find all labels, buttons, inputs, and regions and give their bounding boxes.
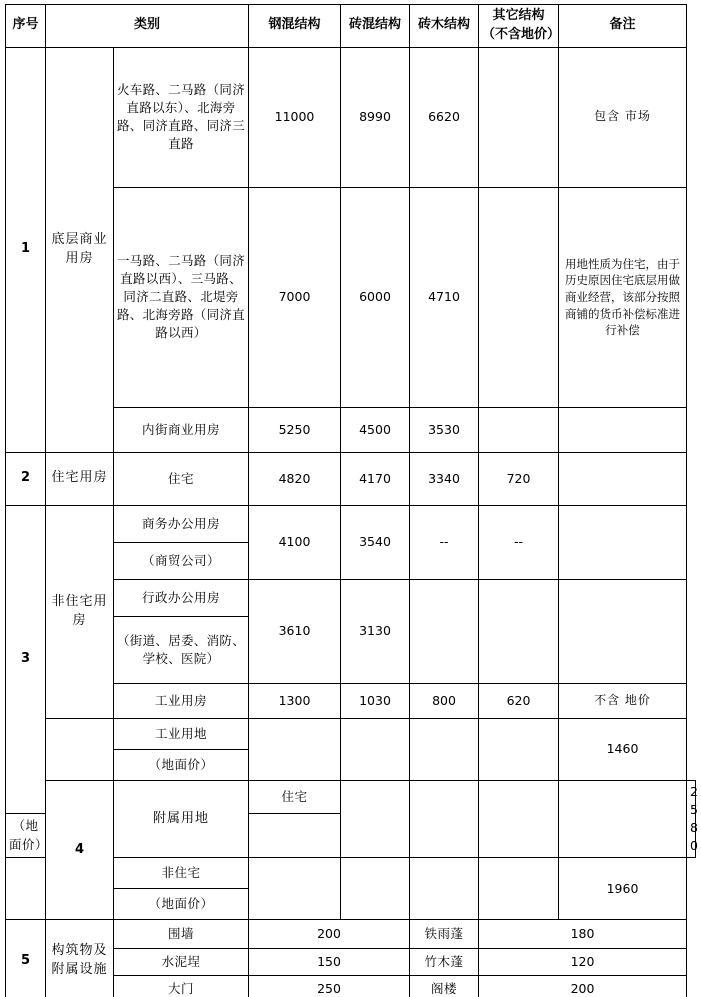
value-other-structure: --: [479, 505, 559, 579]
row-index: 3: [6, 505, 46, 813]
value-reinforced-concrete: [341, 780, 410, 858]
value-reinforced-concrete: 4100: [249, 505, 341, 579]
value-reinforced-concrete: 5250: [249, 407, 341, 452]
group-label: 非住宅用房: [46, 505, 114, 718]
value-brick-concrete: 4170: [341, 452, 410, 505]
value-remark: 包含 市场: [559, 47, 687, 187]
value-reinforced-concrete: [249, 718, 341, 780]
value-brick-concrete: [341, 718, 410, 780]
group-label: 住宅用房: [46, 452, 114, 505]
item-label: 内街商业用房: [114, 407, 249, 452]
value-remark: 1460: [559, 718, 687, 780]
header-remark: 备注: [559, 5, 687, 48]
value-remark: [559, 407, 687, 452]
row-index: 5: [6, 920, 46, 997]
value-remark: 1960: [559, 858, 687, 920]
item-label: 住宅: [114, 452, 249, 505]
compensation-table: [5, 4, 696, 997]
header-other-structure: 其它结构（不含地价）: [479, 5, 559, 48]
item-sublabel: （街道、居委、消防、学校、医院）: [114, 616, 249, 683]
value-brick-wood: 3340: [410, 452, 479, 505]
value-other-structure: 720: [479, 452, 559, 505]
facility-name-b: 竹木蓬: [410, 949, 479, 976]
value-brick-concrete: 4500: [341, 407, 410, 452]
item-sublabel: （地面价）: [114, 749, 249, 780]
value-brick-concrete: 8990: [341, 47, 410, 187]
group-label: 底层商业用房: [46, 47, 114, 452]
group-label-spacer: [46, 718, 114, 780]
header-reinforced-concrete: 钢混结构: [249, 5, 341, 48]
facility-name-a: 大门: [114, 976, 249, 997]
header-brick-concrete: 砖混结构: [341, 5, 410, 48]
item-label: 一马路、二马路（同济直路以西）、三马路、同济二直路、北堤旁路、北海旁路（同济直路以西）: [114, 187, 249, 407]
table-row: [6, 47, 696, 187]
value-reinforced-concrete: [249, 858, 341, 920]
value-brick-wood: [479, 780, 559, 858]
facility-name-a: 水泥埕: [114, 949, 249, 976]
value-reinforced-concrete: 3610: [249, 579, 341, 683]
facility-name-a: 围墙: [114, 920, 249, 949]
value-remark: [559, 579, 687, 683]
facility-name-b: 铁雨蓬: [410, 920, 479, 949]
value-brick-concrete: 6000: [341, 187, 410, 407]
group-label-spacer: [6, 858, 46, 920]
value-brick-wood: [410, 718, 479, 780]
facility-value-a: 150: [249, 949, 410, 976]
row-index: 1: [6, 47, 46, 452]
table-row: [6, 920, 696, 949]
facility-value-b: 200: [479, 976, 687, 997]
item-sublabel: （商贸公司）: [114, 542, 249, 579]
value-brick-concrete: 1030: [341, 683, 410, 718]
facility-value-a: 250: [249, 976, 410, 997]
facility-value-a: 200: [249, 920, 410, 949]
row-index: 4: [46, 780, 114, 920]
value-other-structure: [479, 47, 559, 187]
value-other-structure: [479, 407, 559, 452]
value-other-structure: [479, 858, 559, 920]
item-label: 火车路、二马路（同济直路以东）、北海旁路、同济直路、同济三直路: [114, 47, 249, 187]
value-remark: 用地性质为住宅，由于历史原因住宅底层用做商业经营，该部分按照商铺的货币补偿标准进行补偿: [559, 187, 687, 407]
value-remark: 2580: [687, 780, 696, 858]
value-brick-concrete: [410, 780, 479, 858]
group-label: 构筑物及附属设施: [46, 920, 114, 997]
value-brick-wood: [410, 858, 479, 920]
value-brick-wood: 3530: [410, 407, 479, 452]
table-row: [6, 452, 696, 505]
value-brick-concrete: 3130: [341, 579, 410, 683]
table-header-row: [6, 5, 696, 48]
item-sublabel: （地面价）: [6, 813, 46, 857]
item-label: 商务办公用房: [114, 505, 249, 542]
item-label: 非住宅: [114, 858, 249, 889]
value-other-structure: 620: [479, 683, 559, 718]
value-brick-wood: 800: [410, 683, 479, 718]
value-brick-wood: 6620: [410, 47, 479, 187]
header-serial: 序号: [6, 5, 46, 48]
value-brick-wood: [410, 579, 479, 683]
value-brick-wood: 4710: [410, 187, 479, 407]
value-other-structure: [479, 579, 559, 683]
value-brick-wood: --: [410, 505, 479, 579]
item-label: 住宅: [249, 780, 341, 813]
item-label: 行政办公用房: [114, 579, 249, 616]
value-reinforced-concrete: 7000: [249, 187, 341, 407]
header-brick-wood: 砖木结构: [410, 5, 479, 48]
value-remark: 不含 地价: [559, 683, 687, 718]
facility-value-b: 120: [479, 949, 687, 976]
item-sublabel: （地面价）: [114, 889, 249, 920]
item-label: 工业用房: [114, 683, 249, 718]
value-reinforced-concrete: 1300: [249, 683, 341, 718]
value-remark: [559, 505, 687, 579]
value-other-structure: [479, 718, 559, 780]
facility-name-b: 阁楼: [410, 976, 479, 997]
group-label: 附属用地: [114, 780, 249, 858]
value-other-structure: [479, 187, 559, 407]
table-row: [6, 718, 696, 749]
value-reinforced-concrete: 4820: [249, 452, 341, 505]
table-row: [6, 780, 696, 813]
row-index: 2: [6, 452, 46, 505]
value-reinforced-concrete: 11000: [249, 47, 341, 187]
value-brick-concrete: 3540: [341, 505, 410, 579]
facility-value-b: 180: [479, 920, 687, 949]
value-brick-concrete: [341, 858, 410, 920]
item-label: 工业用地: [114, 718, 249, 749]
header-category: 类别: [46, 5, 249, 48]
value-other-structure: [559, 780, 687, 858]
value-remark: [559, 452, 687, 505]
table-row: [6, 505, 696, 542]
